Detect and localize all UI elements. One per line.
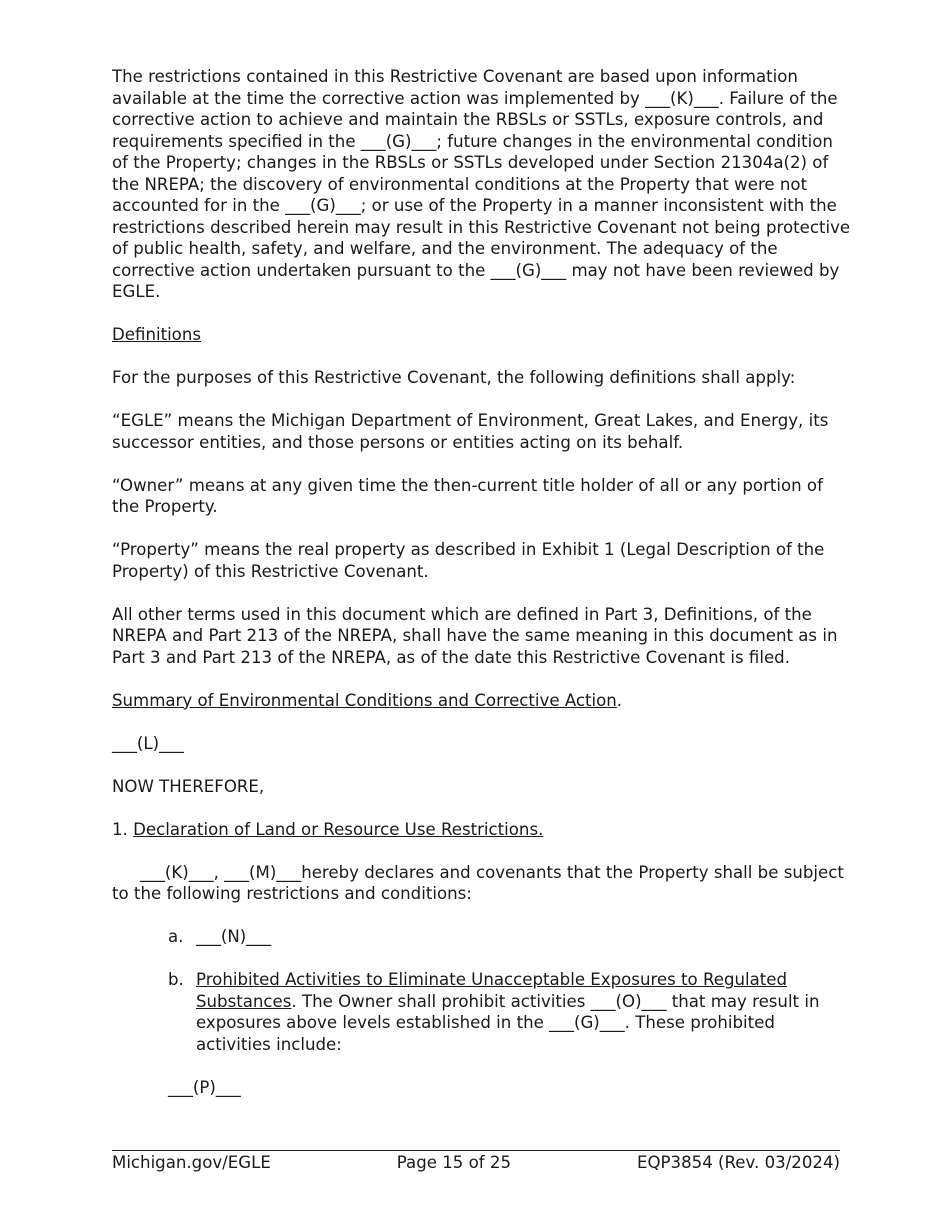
summary-period: . [616, 690, 623, 710]
definition-property: “Property” means the real property as described in Exhibit 1 (Legal Description of the Property) of this Restrictive Covenant. [112, 540, 825, 581]
list-item-b-body [196, 969, 852, 1055]
list-item-b-text: . The Owner shall prohibit activities ___(O)___ that may result in exposures above levels established in the ___(G)___. These prohibited activities include: [196, 991, 820, 1054]
placeholder-l: ___(L)___ [112, 733, 184, 753]
footer-form-number: EQP3854 (Rev. 03/2024) [636, 1153, 840, 1172]
section-1-number: 1. [112, 819, 134, 839]
placeholder-p: ___(P)___ [168, 1077, 241, 1097]
list-item-a-text: ___(N)___ [196, 927, 272, 946]
now-therefore: NOW THEREFORE, [112, 776, 265, 796]
section-1-heading-line [112, 819, 852, 841]
footer-website: Michigan.gov/EGLE [112, 1153, 271, 1172]
list-item-a-marker: a. [168, 927, 184, 946]
definitions-intro: For the purposes of this Restrictive Covenant, the following definitions shall apply: [112, 368, 796, 387]
other-terms-paragraph: All other terms used in this document which are defined in Part 3, Definitions, of the NREPA and Part 213 of the NREPA, shall have the same meaning in this document as in Part 3 and Part 213 of the NREPA, as of the date this Restrictive Covenant is filed. [112, 604, 838, 667]
footer-page-number: Page 15 of 25 [396, 1153, 512, 1172]
section-1-heading: Declaration of Land or Resource Use Restrictions. [133, 819, 544, 839]
summary-heading: Summary of Environmental Conditions and Corrective Action [112, 690, 617, 710]
definitions-heading: Definitions [112, 325, 201, 344]
declaration-paragraph: ___(K)___, ___(M)___hereby declares and covenants that the Property shall be subject to the following restrictions and conditions: [112, 862, 844, 903]
definition-egle: “EGLE” means the Michigan Department of Environment, Great Lakes, and Energy, its successor entities, and those persons or entities acting on its behalf. [112, 411, 829, 452]
list-item-b [168, 969, 852, 1055]
list-item-a [168, 926, 852, 948]
intro-paragraph: The restrictions contained in this Restrictive Covenant are based upon information available at the time the corrective action was implemented by ___(K)___. Failure of the corrective action to achieve and maintain the RBSLs or SSTLs, exposure controls, and requirements specified in the ___(G)___; future changes in the environmental condition of the Property; changes in the RBSLs or SSTLs developed under Section 21304a(2) of the NREPA; the discovery of environmental conditions at the Property that were not accounted for in the ___(G)___; or use of the Property in a manner inconsistent with the restrictions described herein may result in this Restrictive Covenant not being protective of public health, safety, and welfare, and the environment. The adequacy of the corrective action undertaken pursuant to the ___(G)___ may not have been reviewed by EGLE. [112, 67, 851, 301]
summary-heading-line [112, 690, 852, 712]
page-footer [112, 1150, 840, 1174]
document-body [112, 66, 852, 1120]
list-item-b-marker: b. [168, 970, 184, 989]
list-item-b-heading: Prohibited Activities to Eliminate Unacceptable Exposures to Regulated Substances [196, 970, 788, 1011]
definition-owner: “Owner” means at any given time the then-current title holder of all or any portion of the Property. [112, 475, 823, 516]
